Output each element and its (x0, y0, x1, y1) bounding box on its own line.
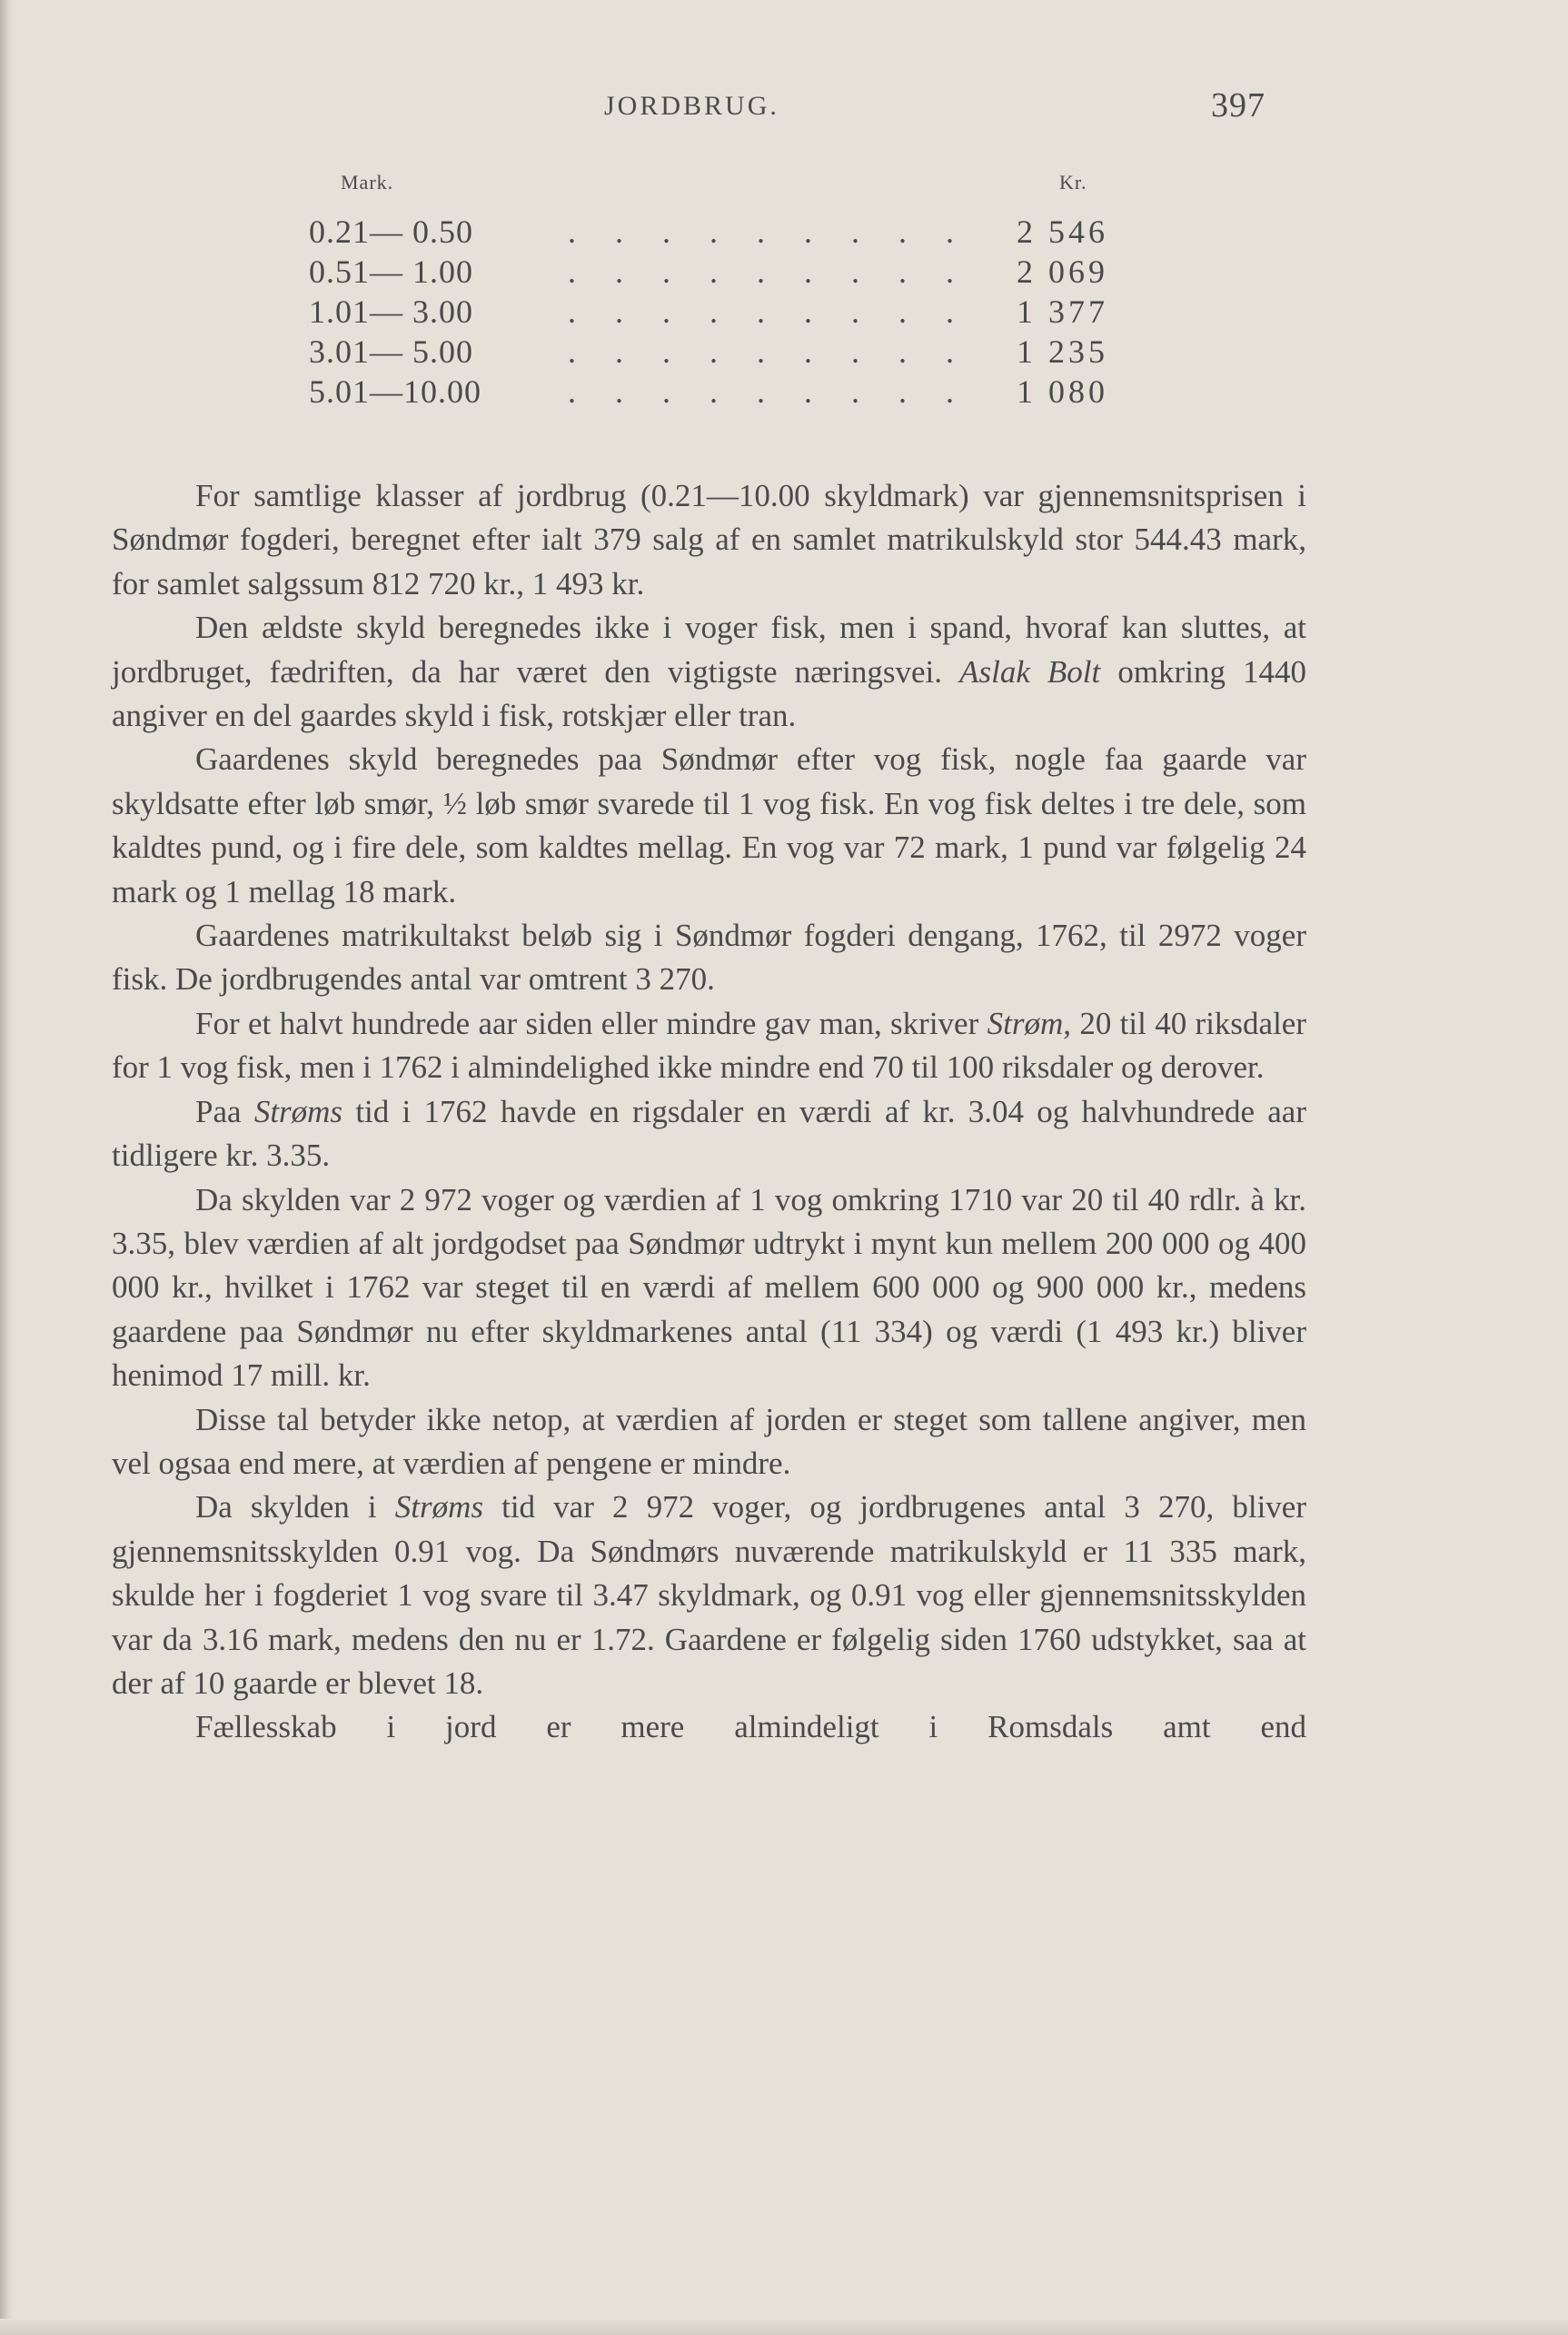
body-text (112, 474, 1306, 1750)
paragraph-text: For samtlige klasser af jordbrug (0.21—10.00 skyldmark) var gjennemsnitsprisen i Søndmør fogderi, beregnet efter ialt 379 salg af en samlet matrikulskyld stor 544.43 mark, for samlet salgssum 812 720 kr., 1 493 kr. (112, 478, 1306, 601)
paragraph (112, 914, 1306, 1002)
table-cell-range: 1.01— 3.00 (309, 293, 473, 330)
paragraph-text: Den ældste skyld beregnedes ikke i voger fisk, men i spand, hvoraf kan sluttes, at jordbruget, fædriften, da har været den vigtigste næringsvei. (112, 610, 1306, 690)
table-cell-range: 3.01— 5.00 (309, 333, 473, 370)
table-cell-dots: . . . . . . . . . (568, 253, 969, 290)
paragraph (112, 1485, 1306, 1705)
paragraph (112, 738, 1306, 914)
paragraph-text: 20 til 40 riksdaler for 1 vog fisk, men i 1762 i almindelighed ikke mindre end 70 til 100 riksdaler og derover. (112, 1005, 1306, 1086)
table-cell-amount: 2 546 (1017, 214, 1108, 250)
table-cell-dots: . . . . . . . . . (568, 333, 969, 370)
italic-name: Strøms (394, 1489, 483, 1525)
paragraph (112, 1090, 1306, 1178)
paragraph-text: omkring 1440 angiver en del gaardes skyld i fisk, rotskjær eller tran. (112, 653, 1307, 734)
paragraph (112, 1002, 1306, 1090)
table-cell-range: 5.01—10.00 (309, 373, 481, 410)
table-row (309, 293, 1108, 333)
table-row (309, 213, 1108, 253)
paragraph-text: Da skylden i (195, 1489, 395, 1525)
italic-name: Strøms (253, 1093, 343, 1129)
column-header-kr: Kr. (1059, 171, 1087, 194)
paragraph-text: Paa (195, 1093, 254, 1129)
table-cell-amount: 1 377 (1017, 293, 1108, 330)
paragraph-text: Fællesskab i jord er mere almindeligt i Romsdals amt end (195, 1709, 1306, 1745)
table-cell-dots: . . . . . . . . . (568, 214, 969, 250)
table-cell-amount: 1 235 (1017, 333, 1108, 370)
paragraph-text: Gaardenes matrikultakst beløb sig i Søndmør fogderi dengang, 1762, til 2972 voger fisk. De jordbrugendes antal var omtrent 3 270. (112, 918, 1306, 998)
paragraph-text: Gaardenes skyld beregnedes paa Søndmør efter vog fisk, nogle faa gaarde var skyldsatte efter løb smør, ½ løb smør svarede til 1 vog fisk. En vog fisk deltes i tre dele, som kaldtes pund, og i fire dele, som kaldtes mellag. En vog var 72 mark, 1 pund var følgelig 24 mark og 1 mellag 18 mark. (112, 741, 1306, 909)
column-header-mark: Mark. (341, 171, 394, 194)
table-row (309, 333, 1108, 373)
paragraph-text: Da skylden var 2 972 voger og værdien af 1 vog omkring 1710 var 20 til 40 rdlr. à kr. 3.35, blev værdien af alt jordgodset paa Søndmør udtrykt i mynt kun mellem 200 000 og 400 000 kr., hvilket i 1762 var steget til en værdi af mellem 600 000 og 900 000 kr., medens gaardene paa Søndmør nu efter skyldmarkenes antal (11 334) og værdi (1 493 kr.) bliver henimod 17 mill. kr. (112, 1181, 1306, 1394)
paragraph-text: Disse tal betyder ikke netop, at værdien af jorden er steget som tallene angiver, men vel ogsaa end mere, at værdien af pengene er mindre. (112, 1401, 1306, 1481)
table-cell-range: 0.21— 0.50 (309, 214, 473, 250)
italic-name: Aslak Bolt (959, 653, 1101, 690)
paragraph (112, 1178, 1306, 1398)
table-cell-range: 0.51— 1.00 (309, 253, 473, 290)
paragraph-text: tid i 1762 havde en rigsdaler en værdi af kr. 3.04 og halvhundrede aar tidligere kr. 3.35. (112, 1093, 1306, 1174)
page-number: 397 (1211, 86, 1265, 124)
paragraph-text: tid var 2 972 voger, og jordbrugenes antal 3 270, bliver gjennemsnitsskylden 0.91 vog. Da Søndmørs nuværende matrikulskyld er 11 335 mark, skulde her i fogderiet 1 vog svare til 3.47 skyldmark, og 0.91 vog eller gjennemsnitsskylden var da 3.16 mark, medens den nu er 1.72. Gaardene er følgelig siden 1760 udstykket, saa at der af 10 gaarde er blevet 18. (112, 1489, 1306, 1701)
paragraph (112, 474, 1306, 606)
paragraph (112, 1705, 1306, 1749)
page-header (0, 86, 1568, 136)
running-head: JORDBRUG. (604, 91, 779, 121)
table-row (309, 253, 1108, 293)
paragraph-text: For et halvt hundrede aar siden eller mindre gav man, skriver (195, 1005, 987, 1041)
table-cell-amount: 2 069 (1017, 253, 1108, 290)
table-cell-amount: 1 080 (1017, 373, 1108, 410)
italic-name: Strøm, (987, 1005, 1071, 1041)
table-row (309, 373, 1108, 412)
page-binding-edge (0, 0, 13, 2335)
page-bottom-edge (0, 2319, 1568, 2335)
table-cell-dots: . . . . . . . . . (568, 373, 969, 410)
table-cell-dots: . . . . . . . . . (568, 293, 969, 330)
paragraph (112, 1398, 1306, 1486)
paragraph (112, 606, 1306, 738)
